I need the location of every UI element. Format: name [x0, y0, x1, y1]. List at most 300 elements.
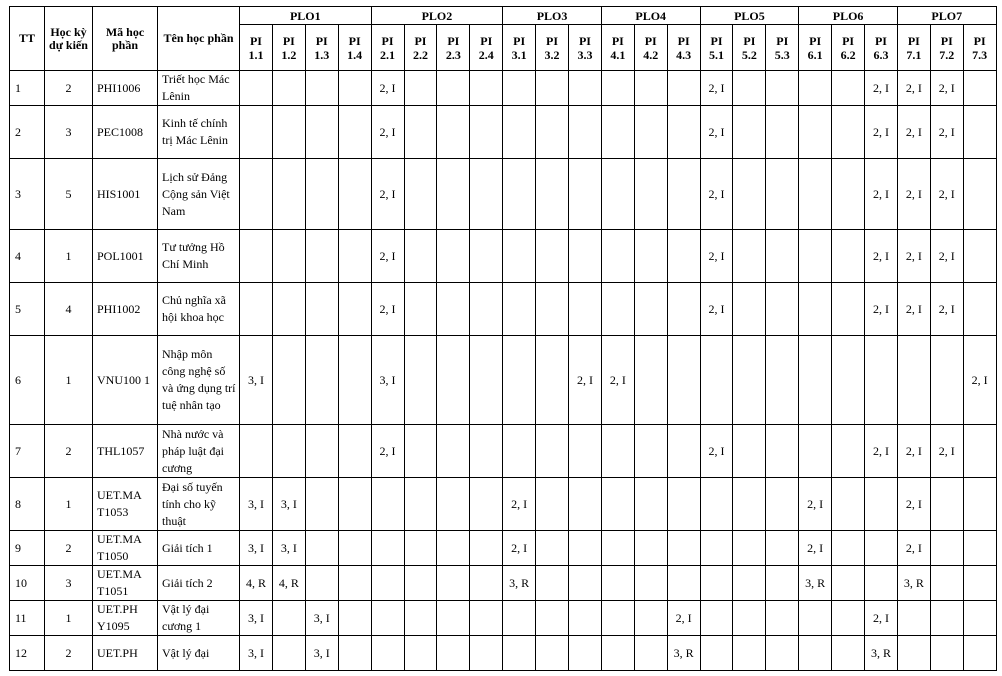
cell-pi-value: 2, I	[371, 230, 404, 283]
cell-hoc-ky: 3	[45, 106, 93, 159]
cell-pi-value	[963, 478, 996, 531]
header-plo-3: PLO3	[503, 7, 602, 25]
cell-pi-value	[733, 159, 766, 230]
cell-pi-value	[832, 230, 865, 283]
cell-pi-value	[733, 478, 766, 531]
cell-pi-value	[437, 230, 470, 283]
cell-pi-value	[338, 636, 371, 671]
cell-pi-value	[404, 230, 437, 283]
cell-pi-value	[470, 230, 503, 283]
cell-ma-hoc-phan: UET.PH Y1095	[93, 601, 158, 636]
cell-pi-value: 2, I	[897, 159, 930, 230]
cell-pi-value: 2, I	[371, 283, 404, 336]
cell-pi-value: 2, I	[897, 230, 930, 283]
cell-pi-value	[667, 230, 700, 283]
cell-pi-value	[437, 71, 470, 106]
cell-pi-value	[733, 283, 766, 336]
cell-pi-value: 2, I	[930, 425, 963, 478]
cell-pi-value	[240, 283, 273, 336]
cell-pi-value	[404, 636, 437, 671]
header-pi: PI 6.3	[865, 25, 898, 71]
cell-ten-hoc-phan: Vật lý đại cương 1	[158, 601, 240, 636]
cell-pi-value	[766, 601, 799, 636]
cell-pi-value	[338, 478, 371, 531]
cell-pi-value	[536, 601, 569, 636]
cell-pi-value	[470, 106, 503, 159]
cell-pi-value	[733, 336, 766, 425]
cell-pi-value	[437, 106, 470, 159]
header-pi: PI 4.2	[634, 25, 667, 71]
cell-pi-value: 3, I	[272, 478, 305, 531]
cell-pi-value	[634, 636, 667, 671]
header-pi: PI 2.2	[404, 25, 437, 71]
cell-tt: 1	[10, 71, 45, 106]
cell-pi-value	[700, 636, 733, 671]
cell-pi-value: 3, R	[897, 566, 930, 601]
header-pi: PI 2.1	[371, 25, 404, 71]
cell-pi-value: 4, R	[272, 566, 305, 601]
cell-pi-value	[799, 230, 832, 283]
cell-pi-value	[766, 636, 799, 671]
cell-pi-value	[404, 566, 437, 601]
cell-tt: 2	[10, 106, 45, 159]
header-pi: PI 1.2	[272, 25, 305, 71]
cell-pi-value	[470, 336, 503, 425]
cell-pi-value	[832, 106, 865, 159]
cell-pi-value	[305, 531, 338, 566]
cell-pi-value	[733, 230, 766, 283]
cell-pi-value	[272, 336, 305, 425]
cell-pi-value	[700, 336, 733, 425]
cell-pi-value	[404, 106, 437, 159]
cell-pi-value	[240, 106, 273, 159]
header-plo-1: PLO1	[240, 7, 372, 25]
cell-pi-value: 2, I	[503, 531, 536, 566]
header-pi: PI 3.3	[569, 25, 602, 71]
cell-pi-value	[536, 636, 569, 671]
cell-pi-value: 2, I	[569, 336, 602, 425]
cell-pi-value	[766, 425, 799, 478]
cell-pi-value: 2, I	[700, 159, 733, 230]
cell-pi-value	[338, 566, 371, 601]
cell-pi-value	[536, 566, 569, 601]
cell-pi-value: 2, I	[700, 106, 733, 159]
cell-pi-value	[404, 425, 437, 478]
cell-pi-value: 3, I	[272, 531, 305, 566]
cell-pi-value	[470, 159, 503, 230]
cell-pi-value	[799, 601, 832, 636]
cell-pi-value	[470, 478, 503, 531]
cell-ten-hoc-phan: Kinh tế chính trị Mác Lênin	[158, 106, 240, 159]
header-pi: PI 3.2	[536, 25, 569, 71]
cell-pi-value	[272, 636, 305, 671]
cell-pi-value	[700, 566, 733, 601]
header-hoc-ky: Học kỳ dự kiến	[45, 7, 93, 71]
cell-pi-value	[667, 478, 700, 531]
cell-pi-value	[272, 71, 305, 106]
cell-pi-value	[963, 636, 996, 671]
cell-pi-value	[799, 283, 832, 336]
cell-pi-value	[766, 106, 799, 159]
cell-pi-value	[536, 478, 569, 531]
cell-pi-value	[470, 71, 503, 106]
cell-ten-hoc-phan: Vật lý đại	[158, 636, 240, 671]
cell-pi-value	[667, 566, 700, 601]
cell-pi-value	[503, 336, 536, 425]
cell-pi-value: 3, I	[240, 336, 273, 425]
cell-tt: 9	[10, 531, 45, 566]
header-ten-hoc-phan: Tên học phần	[158, 7, 240, 71]
cell-pi-value	[601, 478, 634, 531]
cell-pi-value	[700, 531, 733, 566]
cell-hoc-ky: 5	[45, 159, 93, 230]
header-pi: PI 7.3	[963, 25, 996, 71]
header-tt: TT	[10, 7, 45, 71]
cell-pi-value	[930, 601, 963, 636]
cell-pi-value	[240, 425, 273, 478]
plo-mapping-table	[9, 6, 997, 671]
cell-pi-value	[338, 336, 371, 425]
cell-pi-value	[437, 478, 470, 531]
header-row-plo	[10, 7, 997, 25]
table-row	[10, 425, 997, 478]
cell-pi-value	[338, 71, 371, 106]
cell-ten-hoc-phan: Giải tích 2	[158, 566, 240, 601]
cell-pi-value	[733, 71, 766, 106]
cell-ma-hoc-phan: PHI1002	[93, 283, 158, 336]
cell-pi-value	[305, 336, 338, 425]
cell-pi-value	[371, 601, 404, 636]
cell-pi-value	[832, 283, 865, 336]
cell-pi-value	[503, 283, 536, 336]
cell-ten-hoc-phan: Chủ nghĩa xã hội khoa học	[158, 283, 240, 336]
cell-pi-value	[470, 425, 503, 478]
cell-pi-value: 3, I	[240, 601, 273, 636]
cell-pi-value	[437, 336, 470, 425]
cell-pi-value: 2, I	[865, 425, 898, 478]
cell-pi-value	[832, 601, 865, 636]
cell-pi-value	[338, 159, 371, 230]
cell-pi-value	[503, 106, 536, 159]
cell-hoc-ky: 1	[45, 336, 93, 425]
cell-tt: 5	[10, 283, 45, 336]
table-row	[10, 106, 997, 159]
cell-pi-value	[437, 159, 470, 230]
cell-pi-value	[865, 478, 898, 531]
cell-pi-value	[634, 106, 667, 159]
cell-pi-value	[503, 425, 536, 478]
header-pi: PI 7.1	[897, 25, 930, 71]
cell-pi-value: 2, I	[865, 601, 898, 636]
table-row	[10, 71, 997, 106]
cell-pi-value	[601, 159, 634, 230]
cell-pi-value	[733, 566, 766, 601]
cell-hoc-ky: 1	[45, 230, 93, 283]
cell-pi-value	[338, 283, 371, 336]
cell-pi-value	[832, 478, 865, 531]
header-pi: PI 1.3	[305, 25, 338, 71]
cell-pi-value	[963, 106, 996, 159]
cell-pi-value: 3, I	[305, 601, 338, 636]
cell-pi-value: 3, I	[371, 336, 404, 425]
cell-pi-value	[569, 478, 602, 531]
cell-pi-value: 2, I	[667, 601, 700, 636]
cell-pi-value	[667, 71, 700, 106]
cell-pi-value	[536, 531, 569, 566]
header-pi: PI 5.3	[766, 25, 799, 71]
cell-pi-value	[799, 636, 832, 671]
cell-pi-value	[963, 601, 996, 636]
cell-pi-value	[963, 283, 996, 336]
cell-pi-value	[240, 159, 273, 230]
cell-pi-value	[338, 601, 371, 636]
cell-pi-value	[305, 71, 338, 106]
cell-pi-value	[601, 425, 634, 478]
cell-pi-value	[832, 159, 865, 230]
cell-pi-value: 2, I	[799, 531, 832, 566]
cell-pi-value	[569, 283, 602, 336]
cell-pi-value	[272, 601, 305, 636]
cell-pi-value	[305, 159, 338, 230]
cell-pi-value	[437, 636, 470, 671]
cell-pi-value	[404, 336, 437, 425]
cell-pi-value: 2, I	[601, 336, 634, 425]
cell-pi-value	[865, 336, 898, 425]
cell-pi-value	[963, 71, 996, 106]
cell-pi-value: 2, I	[865, 230, 898, 283]
cell-pi-value	[634, 566, 667, 601]
cell-pi-value: 2, I	[700, 230, 733, 283]
cell-pi-value: 2, I	[930, 71, 963, 106]
cell-pi-value	[536, 159, 569, 230]
cell-pi-value: 2, I	[930, 283, 963, 336]
cell-pi-value	[536, 283, 569, 336]
cell-pi-value: 2, I	[897, 71, 930, 106]
cell-pi-value	[503, 601, 536, 636]
cell-pi-value	[569, 636, 602, 671]
cell-pi-value	[897, 336, 930, 425]
cell-pi-value	[569, 106, 602, 159]
cell-pi-value	[963, 425, 996, 478]
cell-pi-value	[700, 601, 733, 636]
cell-pi-value: 2, I	[371, 425, 404, 478]
cell-pi-value	[832, 636, 865, 671]
cell-pi-value: 2, I	[799, 478, 832, 531]
header-plo-5: PLO5	[700, 7, 799, 25]
cell-pi-value	[601, 71, 634, 106]
cell-pi-value	[865, 531, 898, 566]
cell-pi-value	[766, 478, 799, 531]
cell-hoc-ky: 4	[45, 283, 93, 336]
cell-tt: 3	[10, 159, 45, 230]
cell-pi-value	[634, 230, 667, 283]
cell-pi-value	[634, 336, 667, 425]
cell-pi-value	[601, 106, 634, 159]
cell-pi-value	[305, 425, 338, 478]
cell-pi-value	[766, 531, 799, 566]
cell-pi-value: 2, I	[865, 159, 898, 230]
cell-pi-value	[634, 601, 667, 636]
cell-pi-value	[437, 531, 470, 566]
cell-pi-value	[930, 636, 963, 671]
cell-pi-value	[569, 425, 602, 478]
cell-pi-value	[634, 283, 667, 336]
cell-pi-value	[799, 71, 832, 106]
table-body	[10, 71, 997, 671]
cell-pi-value: 3, I	[240, 636, 273, 671]
cell-pi-value	[700, 478, 733, 531]
cell-pi-value	[667, 283, 700, 336]
cell-pi-value	[371, 636, 404, 671]
cell-pi-value	[272, 230, 305, 283]
cell-pi-value	[371, 531, 404, 566]
table-header	[10, 7, 997, 71]
cell-pi-value	[569, 601, 602, 636]
cell-ma-hoc-phan: PEC1008	[93, 106, 158, 159]
cell-ma-hoc-phan: UET.MA T1050	[93, 531, 158, 566]
cell-pi-value	[733, 531, 766, 566]
cell-pi-value	[963, 230, 996, 283]
table-row	[10, 566, 997, 601]
cell-pi-value	[601, 230, 634, 283]
cell-pi-value	[305, 566, 338, 601]
header-plo-6: PLO6	[799, 7, 898, 25]
cell-hoc-ky: 1	[45, 478, 93, 531]
cell-pi-value	[569, 71, 602, 106]
cell-pi-value	[766, 283, 799, 336]
cell-pi-value	[305, 106, 338, 159]
header-pi: PI 6.2	[832, 25, 865, 71]
cell-pi-value	[569, 531, 602, 566]
cell-pi-value	[338, 106, 371, 159]
cell-ma-hoc-phan: THL1057	[93, 425, 158, 478]
cell-tt: 4	[10, 230, 45, 283]
cell-pi-value	[601, 601, 634, 636]
cell-pi-value	[667, 159, 700, 230]
header-pi: PI 6.1	[799, 25, 832, 71]
cell-pi-value	[799, 425, 832, 478]
cell-pi-value	[536, 106, 569, 159]
header-pi: PI 4.1	[601, 25, 634, 71]
cell-pi-value	[601, 531, 634, 566]
cell-pi-value	[733, 106, 766, 159]
cell-pi-value	[371, 566, 404, 601]
cell-pi-value: 3, I	[305, 636, 338, 671]
cell-hoc-ky: 2	[45, 425, 93, 478]
cell-pi-value	[865, 566, 898, 601]
cell-pi-value	[470, 636, 503, 671]
cell-pi-value	[766, 336, 799, 425]
cell-pi-value	[437, 566, 470, 601]
cell-pi-value	[437, 425, 470, 478]
cell-pi-value	[799, 159, 832, 230]
cell-pi-value: 4, R	[240, 566, 273, 601]
cell-pi-value	[963, 159, 996, 230]
cell-pi-value: 2, I	[865, 283, 898, 336]
cell-pi-value	[766, 159, 799, 230]
header-ma-hoc-phan: Mã học phần	[93, 7, 158, 71]
cell-ten-hoc-phan: Nhập môn công nghệ số và ứng dụng trí tuệ nhân tạo	[158, 336, 240, 425]
table-row	[10, 230, 997, 283]
header-pi: PI 2.3	[437, 25, 470, 71]
cell-pi-value	[667, 106, 700, 159]
cell-pi-value: 3, R	[865, 636, 898, 671]
cell-pi-value	[404, 283, 437, 336]
cell-pi-value	[272, 159, 305, 230]
cell-pi-value	[240, 71, 273, 106]
cell-ma-hoc-phan: PHI1006	[93, 71, 158, 106]
table-row	[10, 159, 997, 230]
cell-pi-value	[272, 283, 305, 336]
cell-pi-value: 2, I	[700, 71, 733, 106]
cell-ma-hoc-phan: UET.MA T1051	[93, 566, 158, 601]
cell-pi-value	[634, 425, 667, 478]
cell-pi-value	[832, 425, 865, 478]
cell-pi-value	[733, 425, 766, 478]
cell-pi-value	[667, 425, 700, 478]
cell-pi-value	[766, 230, 799, 283]
cell-pi-value	[799, 106, 832, 159]
cell-pi-value	[371, 478, 404, 531]
cell-pi-value	[601, 636, 634, 671]
table-row	[10, 531, 997, 566]
header-plo-4: PLO4	[601, 7, 700, 25]
header-pi: PI 7.2	[930, 25, 963, 71]
cell-pi-value	[766, 71, 799, 106]
header-pi: PI 3.1	[503, 25, 536, 71]
cell-pi-value	[503, 159, 536, 230]
cell-pi-value	[667, 531, 700, 566]
cell-pi-value: 2, I	[897, 478, 930, 531]
cell-pi-value	[733, 601, 766, 636]
cell-pi-value	[536, 230, 569, 283]
cell-pi-value	[601, 566, 634, 601]
table-row	[10, 636, 997, 671]
cell-pi-value: 3, R	[503, 566, 536, 601]
cell-pi-value	[503, 230, 536, 283]
cell-tt: 11	[10, 601, 45, 636]
cell-pi-value	[338, 230, 371, 283]
cell-ma-hoc-phan: POL1001	[93, 230, 158, 283]
cell-pi-value	[437, 601, 470, 636]
cell-pi-value	[404, 71, 437, 106]
cell-pi-value: 2, I	[371, 159, 404, 230]
cell-ten-hoc-phan: Tư tưởng Hồ Chí Minh	[158, 230, 240, 283]
cell-pi-value	[832, 71, 865, 106]
cell-ten-hoc-phan: Đại số tuyến tính cho kỹ thuật	[158, 478, 240, 531]
cell-pi-value	[832, 566, 865, 601]
cell-pi-value	[404, 601, 437, 636]
cell-pi-value	[536, 71, 569, 106]
cell-hoc-ky: 2	[45, 71, 93, 106]
cell-pi-value	[634, 531, 667, 566]
header-pi: PI 5.2	[733, 25, 766, 71]
cell-pi-value	[667, 336, 700, 425]
header-plo-2: PLO2	[371, 7, 503, 25]
cell-pi-value	[766, 566, 799, 601]
cell-tt: 12	[10, 636, 45, 671]
table-row	[10, 283, 997, 336]
cell-pi-value	[634, 159, 667, 230]
cell-pi-value	[930, 478, 963, 531]
cell-pi-value	[272, 106, 305, 159]
cell-pi-value: 3, I	[240, 478, 273, 531]
cell-pi-value	[569, 230, 602, 283]
cell-pi-value	[634, 71, 667, 106]
cell-pi-value	[305, 283, 338, 336]
cell-pi-value	[963, 531, 996, 566]
cell-ten-hoc-phan: Triết học Mác Lênin	[158, 71, 240, 106]
